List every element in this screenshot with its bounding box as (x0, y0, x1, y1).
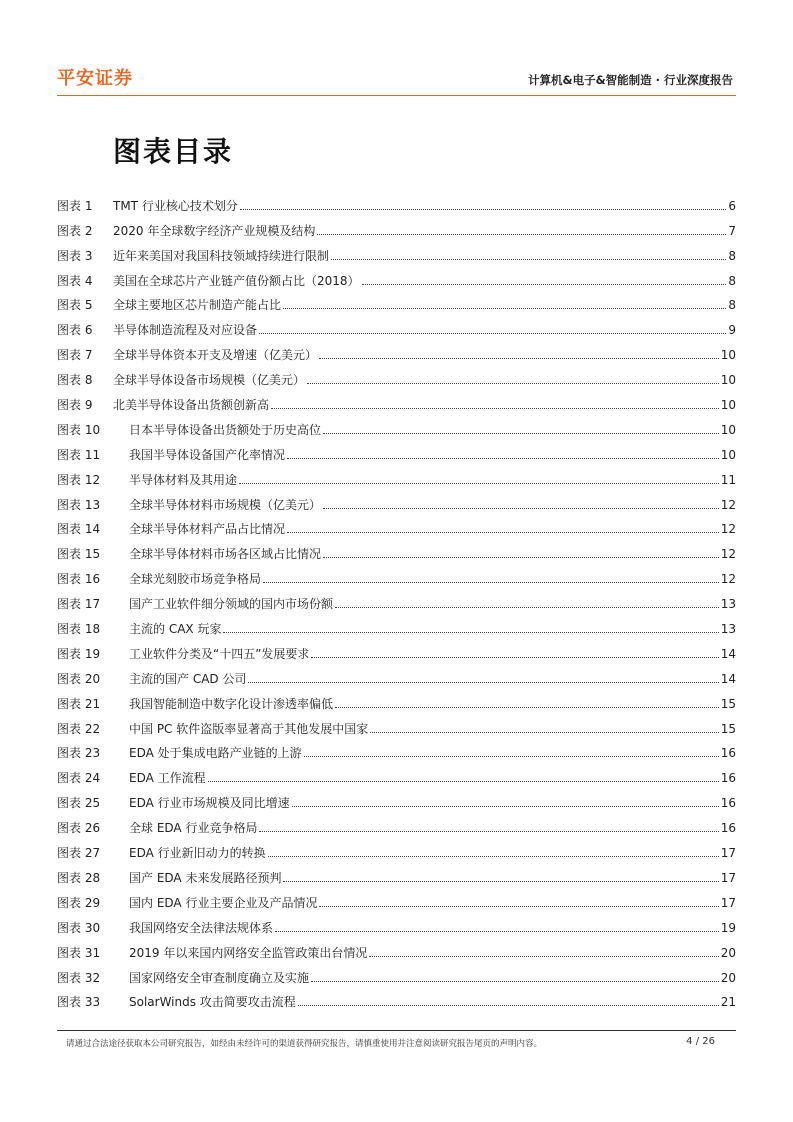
toc-entry-label: 图表 5 (57, 298, 93, 313)
toc-entry-title[interactable]: 主流的国产 CAD 公司 (129, 671, 247, 686)
toc-entry-page[interactable]: 12 (720, 572, 736, 587)
toc-dot-leader (268, 856, 719, 857)
toc-dot-leader (283, 308, 726, 309)
toc-entry-title[interactable]: 近年来美国对我国科技领域持续进行限制 (113, 248, 330, 263)
toc-dot-leader (311, 981, 719, 982)
toc-entry[interactable] (57, 860, 736, 885)
toc-entry-label: 图表 25 (57, 796, 101, 811)
toc-dot-leader (271, 408, 719, 409)
toc-dot-leader (370, 732, 718, 733)
toc-dot-leader (292, 806, 719, 807)
toc-entry-label: 图表 28 (57, 870, 101, 885)
toc-dot-leader (287, 458, 719, 459)
company-logo: 平安证券 (57, 68, 133, 89)
toc-entry-page[interactable]: 21 (720, 995, 736, 1010)
toc-entry-title[interactable]: 工业软件分类及“十四五”发展要求 (129, 646, 310, 661)
toc-dot-leader (323, 508, 719, 509)
toc-entry-label: 图表 31 (57, 945, 101, 960)
toc-entry-title[interactable]: EDA 处于集成电路产业链的上游 (129, 746, 302, 761)
toc-entry-page[interactable]: 9 (728, 323, 736, 338)
toc-entry[interactable] (57, 785, 736, 810)
toc-entry-label: 图表 1 (57, 198, 93, 213)
toc-entry-label: 图表 2 (57, 223, 93, 238)
toc-entry-title[interactable]: 国产 EDA 未来发展路径预判 (129, 870, 282, 885)
toc-entry-title[interactable]: 国家网络安全审查制度确立及实施 (129, 970, 310, 985)
toc-entry[interactable] (57, 760, 736, 785)
toc-entry[interactable] (57, 835, 736, 860)
toc-dot-leader (239, 483, 719, 484)
toc-entry-label: 图表 20 (57, 671, 101, 686)
toc-entry[interactable] (57, 711, 736, 736)
toc-dot-leader (317, 234, 726, 235)
toc-entry-label: 图表 21 (57, 696, 101, 711)
toc-entry[interactable] (57, 686, 736, 711)
toc-entry-label: 图表 18 (57, 622, 101, 637)
toc-dot-leader (275, 931, 719, 932)
toc-entry-page[interactable]: 19 (720, 920, 736, 935)
toc-entry-title[interactable]: 全球主要地区芯片制造产能占比 (113, 298, 282, 313)
toc-dot-leader (240, 209, 727, 210)
toc-entry[interactable] (57, 437, 736, 462)
toc-entry-title[interactable]: 国内 EDA 行业主要企业及产品情况 (129, 895, 318, 910)
toc-entry-page[interactable]: 10 (720, 398, 736, 413)
toc-entry[interactable] (57, 487, 736, 512)
toc-entry[interactable] (57, 462, 736, 487)
toc-dot-leader (335, 707, 719, 708)
toc-dot-leader (223, 632, 718, 633)
toc-entry-page[interactable]: 20 (720, 970, 736, 985)
toc-entry-page[interactable]: 11 (720, 472, 736, 487)
toc-entry-label: 图表 26 (57, 821, 101, 836)
toc-entry-title[interactable]: 日本半导体设备出货额处于历史高位 (129, 422, 322, 437)
toc-dot-leader (259, 333, 726, 334)
toc-entry-page[interactable]: 8 (728, 273, 736, 288)
footer-divider (57, 1030, 736, 1031)
toc-entry[interactable] (57, 512, 736, 537)
toc-entry[interactable] (57, 362, 736, 387)
toc-entry-page[interactable]: 17 (720, 895, 736, 910)
toc-dot-leader (304, 756, 719, 757)
toc-entry[interactable] (57, 412, 736, 437)
toc-entry-title[interactable]: 国产工业软件细分领域的国内市场份额 (129, 597, 334, 612)
page-number: 4 / 26 (686, 1036, 715, 1047)
toc-entry-page[interactable]: 16 (720, 771, 736, 786)
page-title: 图表目录 (113, 135, 234, 168)
toc-entry-page[interactable]: 12 (720, 547, 736, 562)
toc-entry-page[interactable]: 15 (720, 696, 736, 711)
toc-entry[interactable] (57, 188, 736, 213)
toc-entry-page[interactable]: 17 (720, 846, 736, 861)
toc-entry-title[interactable]: 我国网络安全法律法规体系 (129, 920, 274, 935)
table-of-figures (57, 188, 736, 1009)
toc-entry-label: 图表 7 (57, 348, 93, 363)
toc-entry-page[interactable]: 12 (720, 522, 736, 537)
toc-entry[interactable] (57, 661, 736, 686)
header-divider (57, 95, 736, 96)
toc-dot-leader (263, 582, 719, 583)
toc-dot-leader (283, 881, 718, 882)
toc-entry-page[interactable]: 20 (720, 945, 736, 960)
toc-dot-leader (369, 956, 718, 957)
toc-entry-label: 图表 33 (57, 995, 101, 1010)
toc-entry[interactable] (57, 736, 736, 761)
toc-entry-label: 图表 6 (57, 323, 93, 338)
toc-entry-title[interactable]: 2020 年全球数字经济产业规模及结构 (113, 223, 316, 238)
toc-entry[interactable] (57, 536, 736, 561)
toc-entry-title[interactable]: 全球 EDA 行业竞争格局 (129, 821, 258, 836)
toc-entry-label: 图表 14 (57, 522, 101, 537)
toc-dot-leader (362, 284, 727, 285)
toc-entry-label: 图表 9 (57, 398, 93, 413)
toc-entry-label: 图表 15 (57, 547, 101, 562)
toc-entry-label: 图表 24 (57, 771, 101, 786)
toc-entry-label: 图表 19 (57, 646, 101, 661)
toc-entry-title[interactable]: 北美半导体设备出货额创新高 (113, 398, 270, 413)
toc-entry[interactable] (57, 885, 736, 910)
toc-entry[interactable] (57, 985, 736, 1010)
toc-dot-leader (323, 557, 719, 558)
toc-entry-page[interactable]: 15 (720, 721, 736, 736)
toc-entry-title[interactable]: EDA 工作流程 (129, 771, 206, 786)
toc-entry[interactable] (57, 312, 736, 337)
toc-entry-page[interactable]: 10 (720, 447, 736, 462)
toc-entry-label: 图表 16 (57, 572, 101, 587)
toc-entry-label: 图表 23 (57, 746, 101, 761)
toc-entry-page[interactable]: 10 (720, 348, 736, 363)
toc-entry-title[interactable]: 全球半导体资本开支及增速（亿美元） (113, 348, 318, 363)
toc-dot-leader (311, 657, 718, 658)
toc-entry-label: 图表 13 (57, 497, 101, 512)
toc-dot-leader (248, 682, 718, 683)
toc-entry-page[interactable]: 10 (720, 422, 736, 437)
toc-entry[interactable] (57, 586, 736, 611)
toc-entry-page[interactable]: 8 (728, 248, 736, 263)
toc-dot-leader (335, 607, 719, 608)
toc-entry-title[interactable]: TMT 行业核心技术划分 (113, 198, 238, 213)
toc-entry-title[interactable]: EDA 行业市场规模及同比增速 (129, 796, 290, 811)
toc-dot-leader (331, 259, 726, 260)
toc-entry-title[interactable]: 我国半导体设备国产化率情况 (129, 447, 286, 462)
toc-entry-page[interactable]: 14 (720, 646, 736, 661)
toc-entry-page[interactable]: 10 (720, 373, 736, 388)
toc-entry-label: 图表 17 (57, 597, 101, 612)
toc-entry[interactable] (57, 935, 736, 960)
toc-entry-title[interactable]: 主流的 CAX 玩家 (129, 622, 222, 637)
toc-entry-label: 图表 30 (57, 920, 101, 935)
toc-entry-title[interactable]: 全球半导体材料市场各区域占比情况 (129, 547, 322, 562)
toc-dot-leader (319, 358, 719, 359)
toc-entry-title[interactable]: 全球半导体材料产品占比情况 (129, 522, 286, 537)
toc-entry-page[interactable]: 16 (720, 746, 736, 761)
toc-entry-page[interactable]: 17 (720, 870, 736, 885)
toc-dot-leader (208, 781, 719, 782)
toc-entry[interactable] (57, 213, 736, 238)
toc-entry-title[interactable]: 全球半导体材料市场规模（亿美元） (129, 497, 322, 512)
toc-entry-page[interactable]: 16 (720, 821, 736, 836)
toc-entry[interactable] (57, 387, 736, 412)
report-category: 计算机&电子&智能制造 · 行业深度报告 (528, 73, 733, 87)
toc-entry[interactable] (57, 337, 736, 362)
toc-entry[interactable] (57, 288, 736, 313)
toc-entry-page[interactable]: 12 (720, 497, 736, 512)
toc-entry-label: 图表 3 (57, 248, 93, 263)
toc-entry-page[interactable]: 16 (720, 796, 736, 811)
toc-entry[interactable] (57, 561, 736, 586)
toc-entry-label: 图表 4 (57, 273, 93, 288)
toc-entry-title[interactable]: SolarWinds 攻击简要攻击流程 (129, 995, 296, 1010)
toc-entry-title[interactable]: 中国 PC 软件盗版率显著高于其他发展中国家 (129, 721, 369, 736)
toc-entry-title[interactable]: 全球半导体设备市场规模（亿美元） (113, 373, 306, 388)
toc-dot-leader (259, 831, 718, 832)
toc-entry-label: 图表 27 (57, 846, 101, 861)
toc-entry-page[interactable]: 13 (720, 622, 736, 637)
toc-entry-title[interactable]: 半导体制造流程及对应设备 (113, 323, 258, 338)
toc-entry[interactable] (57, 238, 736, 263)
toc-entry-title[interactable]: 美国在全球芯片产业链产值份额占比（2018） (113, 273, 360, 288)
toc-entry-page[interactable]: 13 (720, 597, 736, 612)
toc-entry[interactable] (57, 960, 736, 985)
toc-entry-label: 图表 11 (57, 447, 101, 462)
toc-entry-label: 图表 12 (57, 472, 101, 487)
toc-entry-title[interactable]: 2019 年以来国内网络安全监管政策出台情况 (129, 945, 368, 960)
toc-entry-page[interactable]: 14 (720, 671, 736, 686)
toc-entry[interactable] (57, 611, 736, 636)
toc-entry-page[interactable]: 6 (728, 198, 736, 213)
toc-entry-title[interactable]: EDA 行业新旧动力的转换 (129, 846, 266, 861)
toc-entry[interactable] (57, 263, 736, 288)
toc-entry-page[interactable]: 7 (728, 223, 736, 238)
toc-dot-leader (298, 1005, 719, 1006)
toc-entry-label: 图表 32 (57, 970, 101, 985)
toc-entry-label: 图表 8 (57, 373, 93, 388)
toc-dot-leader (287, 532, 719, 533)
toc-entry-title[interactable]: 全球光刻胶市场竞争格局 (129, 572, 262, 587)
toc-entry[interactable] (57, 810, 736, 835)
toc-entry-label: 图表 29 (57, 895, 101, 910)
toc-dot-leader (323, 433, 719, 434)
toc-entry-label: 图表 22 (57, 721, 101, 736)
toc-entry-title[interactable]: 半导体材料及其用途 (129, 472, 238, 487)
toc-dot-leader (307, 383, 719, 384)
toc-entry-label: 图表 10 (57, 422, 101, 437)
toc-entry[interactable] (57, 636, 736, 661)
footer-disclaimer: 请通过合法途径获取本公司研究报告，如经由未经许可的渠道获得研究报告，请慎重使用并注意阅读研究报告尾页的声明内容。 (66, 1039, 543, 1049)
toc-entry-page[interactable]: 8 (728, 298, 736, 313)
toc-dot-leader (319, 906, 718, 907)
toc-entry[interactable] (57, 910, 736, 935)
toc-entry-title[interactable]: 我国智能制造中数字化设计渗透率偏低 (129, 696, 334, 711)
